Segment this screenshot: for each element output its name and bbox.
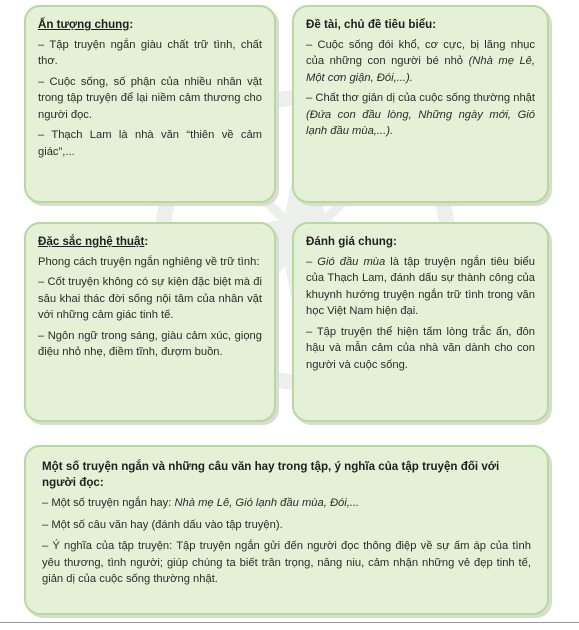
- list-item: – Ý nghĩa của tập truyện: Tập truyện ngắn gửi đến người đọc thông điệp về sự ấm áp của tình yêu thương, tình người; giúp chúng ta biết trân trọng, nâng niu, cảm nhận những vẻ đẹp tinh tế, giản dị của cuộc sống thường nhật.: [42, 540, 531, 585]
- card-title-colon: :: [144, 235, 149, 248]
- card-title: [38, 17, 262, 34]
- card-title-text: Đặc sắc nghệ thuật: [38, 235, 145, 248]
- list-item: – Tập truyện thể hiện tấm lòng trắc ẩn, đôn hậu và mẫn cảm của nhà văn dành cho con người và cuộc sống.: [306, 325, 535, 371]
- list-item: [42, 495, 531, 512]
- card-stories-and-meaning: [24, 445, 549, 615]
- card-title-text: Đề tài, chủ đề tiêu biểu: [306, 18, 433, 31]
- card-title: [38, 234, 262, 251]
- list-item: Phong cách truyện ngắn nghiêng về trữ tình:: [38, 255, 260, 268]
- card-title-text: Một số truyện ngắn và những câu văn hay trong tập, ý nghĩa của tập truyện đối với người đọc: [42, 460, 500, 489]
- list-item-italic: (Nhà mẹ Lê, Một cơn giận, Đói,...).: [306, 55, 536, 84]
- list-item-italic: Nhà mẹ Lê, Gió lạnh đầu mùa, Đói,...: [174, 497, 360, 509]
- card-title-colon: :: [99, 476, 104, 489]
- list-item: – Tập truyện ngắn giàu chất trữ tình, chất thơ.: [38, 38, 262, 67]
- card-overall-assessment: [292, 222, 549, 422]
- card-title: [306, 17, 535, 34]
- list-item-text: – Một số truyện ngắn hay:: [42, 497, 175, 509]
- card-general-impression: [24, 5, 276, 203]
- list-item-dash: –: [306, 255, 318, 268]
- list-item: – Cuộc sống, số phận của nhiều nhân vật trong tập truyện để lại niềm cảm thương cho người đọc.: [38, 75, 262, 121]
- card-themes: [292, 5, 549, 203]
- list-item: – Cốt truyện không có sự kiện đặc biệt mà đi sâu khai thác đời sống nội tâm của nhân vật với những cảm giác tinh tế.: [38, 276, 262, 321]
- list-item-text: là tập truyện ngắn tiêu biểu của Thạch Lam, đánh dấu sự thành công của khuynh hướng truyện ngắn trữ tình trong văn học Việt Nam hiện đại.: [306, 255, 535, 317]
- list-item: – Một số câu văn hay (đánh dấu vào tập truyện).: [42, 518, 283, 531]
- card-title-text: Đánh giá chung: [306, 235, 393, 248]
- card-title-colon: :: [392, 235, 397, 248]
- page-divider: [0, 622, 579, 623]
- card-title-colon: :: [129, 18, 134, 31]
- list-item: – Ngôn ngữ trong sáng, giàu cảm xúc, giọng điệu nhỏ nhẹ, điềm tĩnh, đượm buồn.: [38, 329, 262, 358]
- card-artistic-features: [24, 222, 276, 422]
- card-title: [306, 234, 535, 251]
- card-title-colon: :: [432, 18, 437, 31]
- card-title: [42, 459, 531, 491]
- list-item-text: – Chất thơ giản dị của cuộc sống thường nhật: [306, 92, 535, 104]
- list-item-text: – Cuộc sống đói khổ, cơ cực, bị lăng nhục của những con người bé nhỏ: [306, 38, 535, 67]
- list-item: [306, 37, 535, 87]
- list-item: [306, 254, 535, 320]
- list-item: – Thạch Lam là nhà văn “thiên về cảm giác”,...: [38, 129, 262, 158]
- card-title-text: Ấn tượng chung: [38, 18, 130, 31]
- list-item-italic: Gió đầu mùa: [317, 255, 386, 268]
- list-item-italic: (Đứa con đầu lòng, Những ngày mới, Gió lạnh đầu mùa,...).: [306, 108, 535, 137]
- list-item: [306, 90, 535, 140]
